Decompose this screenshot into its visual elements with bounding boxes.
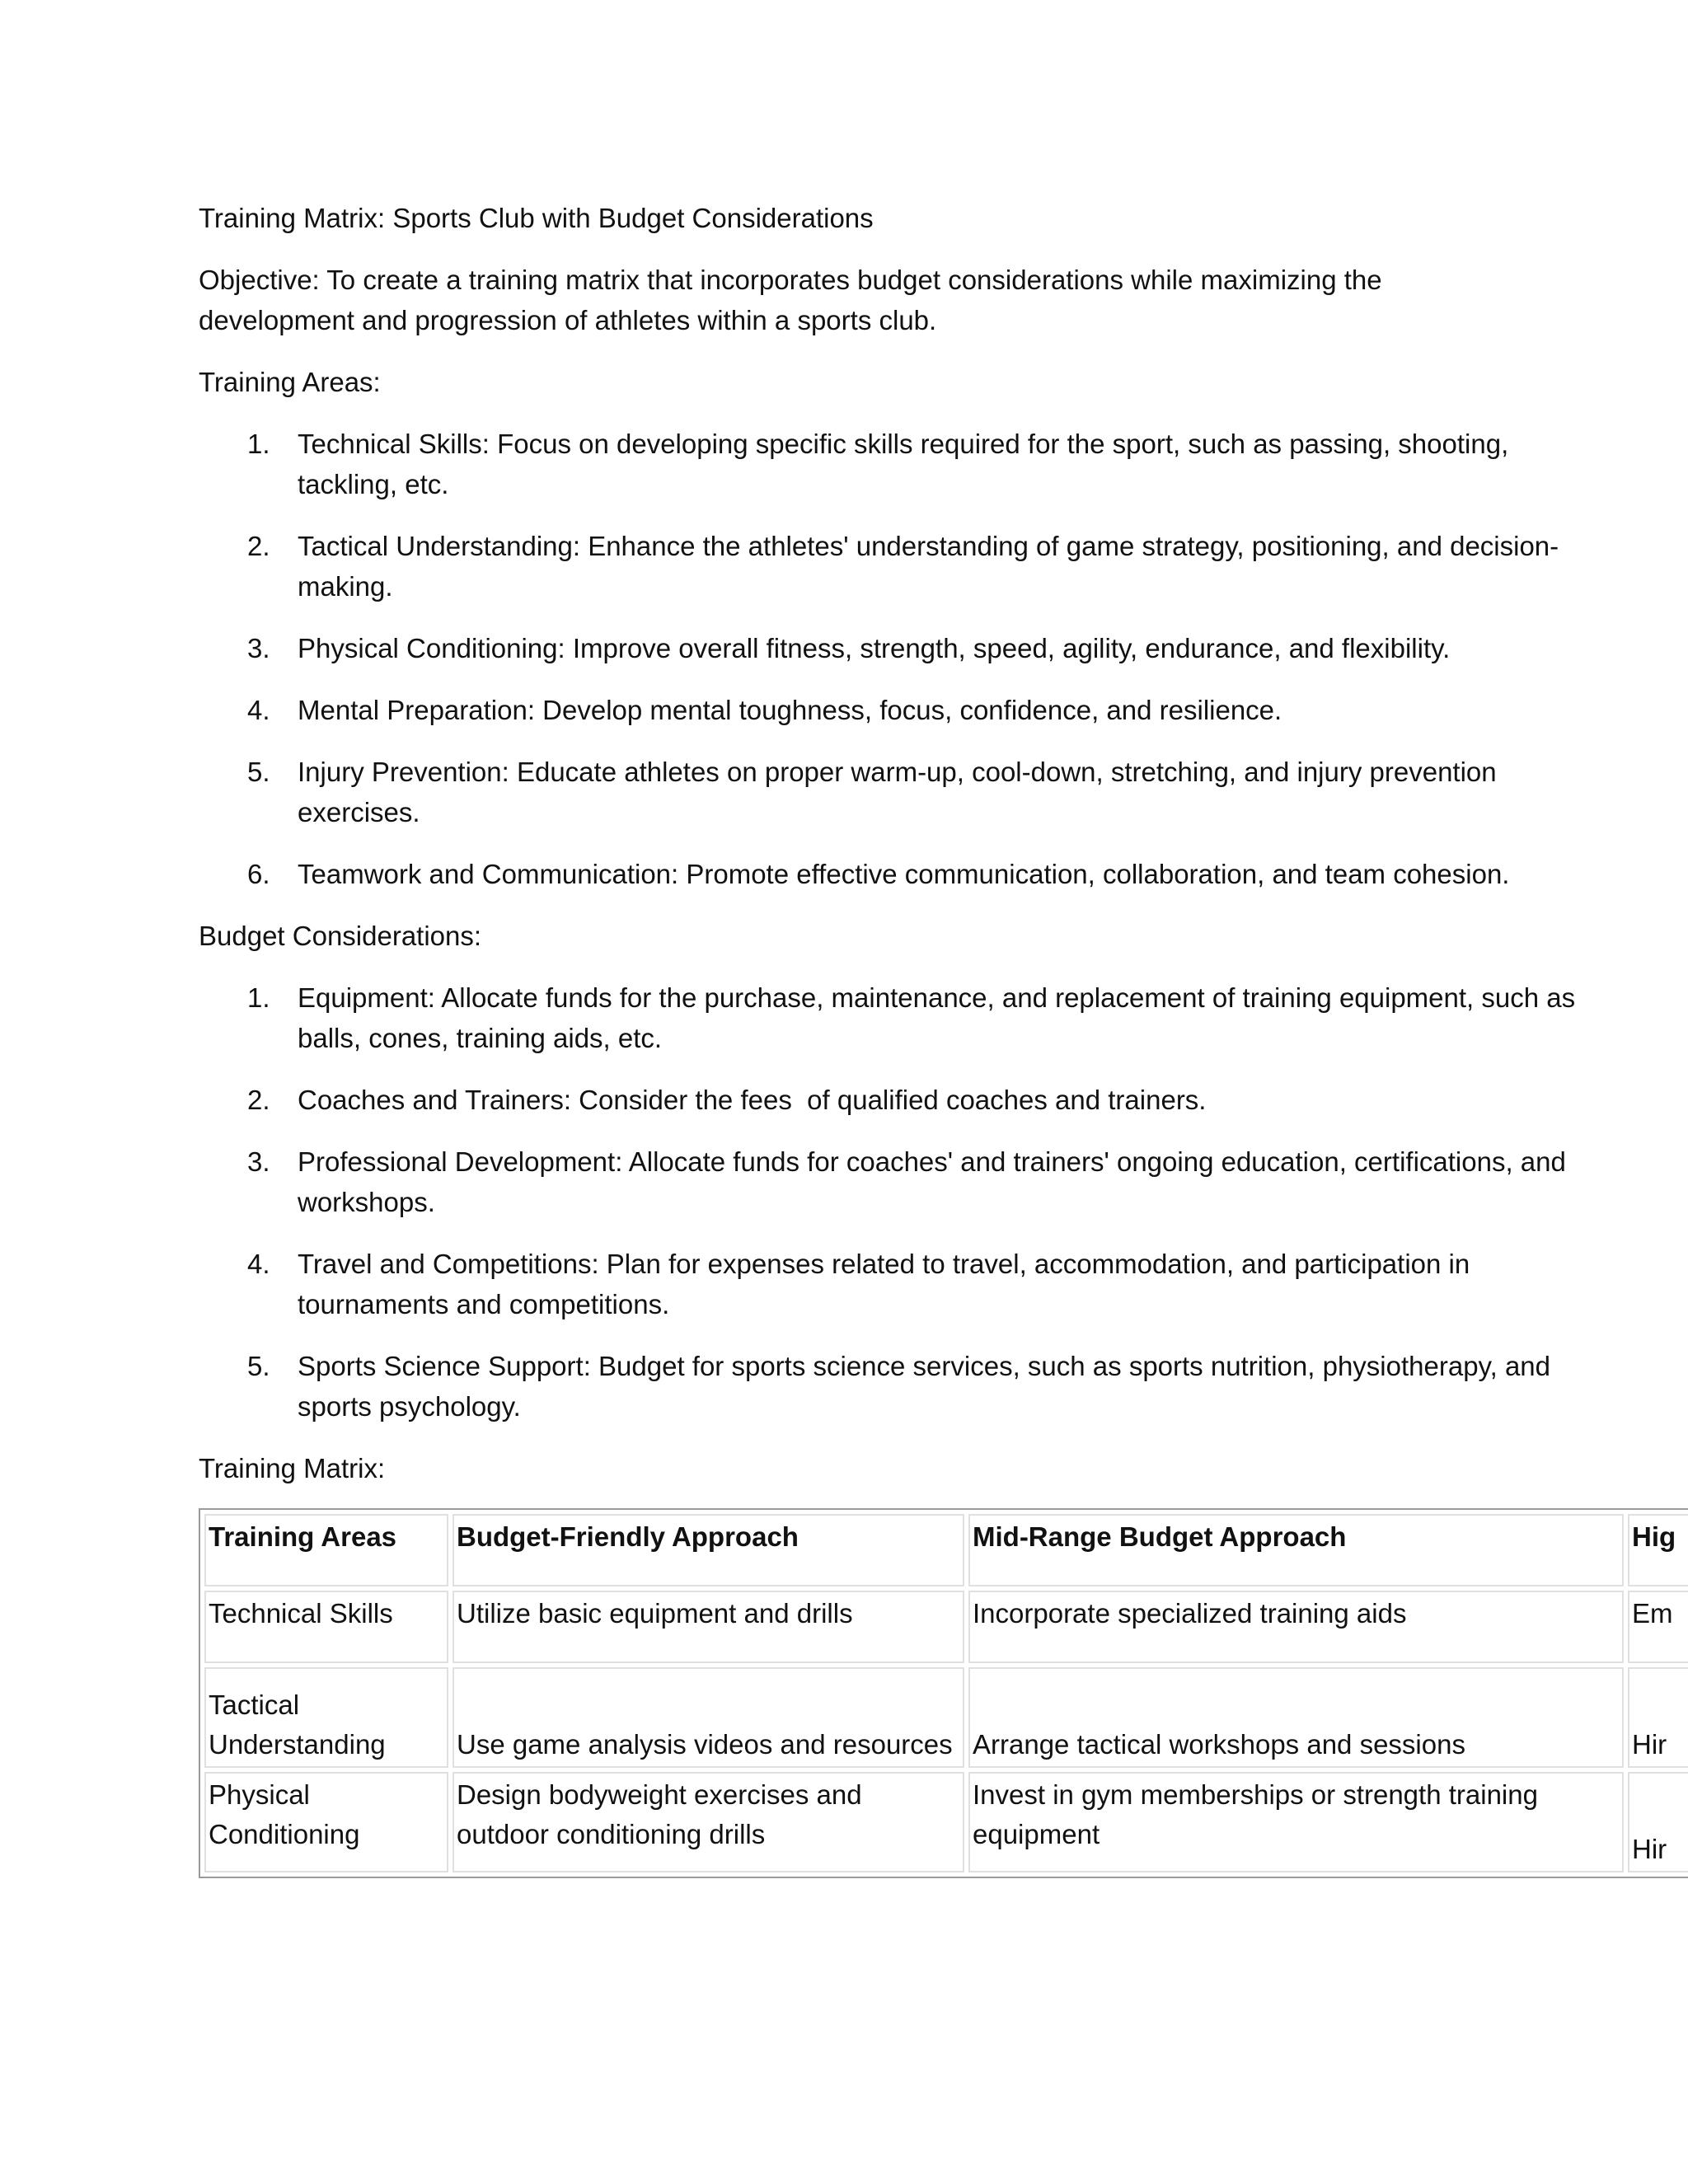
list-item [199, 854, 1600, 894]
table-row [204, 1772, 1688, 1872]
table-cell: Incorporate specialized training aids [968, 1591, 1624, 1663]
list-number: 1. [247, 429, 270, 459]
list-item [199, 1080, 1600, 1120]
table-cell: Physical Conditioning [204, 1772, 448, 1872]
list-number: 4. [247, 695, 270, 725]
list-number: 3. [247, 1146, 270, 1177]
table-row [204, 1667, 1688, 1768]
table-cell: Hir [1628, 1772, 1688, 1872]
table-cell: Utilize basic equipment and drills [452, 1591, 964, 1663]
table-cell: Invest in gym memberships or strength training equipment [968, 1772, 1624, 1872]
list-item [199, 752, 1600, 832]
table-cell: Em [1628, 1591, 1688, 1663]
list-text: Physical Conditioning: Improve overall fitness, strength, speed, agility, endurance, and flexibility. [298, 633, 1451, 663]
list-item [199, 424, 1600, 504]
column-header: Hig [1628, 1514, 1688, 1586]
training-matrix-heading: Training Matrix: [199, 1453, 386, 1483]
training-areas-heading: Training Areas: [199, 367, 381, 397]
list-text: Injury Prevention: Educate athletes on proper warm-up, cool-down, stretching, and injury prevention exercises. [298, 757, 1497, 827]
list-item [199, 628, 1600, 668]
list-number: 5. [247, 1351, 270, 1381]
table-cell: Arrange tactical workshops and sessions [968, 1667, 1624, 1768]
table-cell: Technical Skills [204, 1591, 448, 1663]
list-text: Teamwork and Communication: Promote effective communication, collaboration, and team cohesion. [298, 859, 1510, 889]
list-number: 5. [247, 757, 270, 787]
list-text: Mental Preparation: Develop mental toughness, focus, confidence, and resilience. [298, 695, 1282, 725]
list-number: 2. [247, 531, 270, 561]
table-cell: Use game analysis videos and resources [452, 1667, 964, 1768]
list-item [199, 526, 1600, 607]
list-text: Technical Skills: Focus on developing specific skills required for the sport, such as passing, shooting, tackling, etc. [298, 429, 1509, 499]
training-matrix-table [199, 1508, 1688, 1878]
table-row [204, 1591, 1688, 1663]
budget-considerations-heading: Budget Considerations: [199, 921, 482, 951]
document-title: Training Matrix: Sports Club with Budget Considerations [199, 203, 874, 233]
column-header: Budget-Friendly Approach [452, 1514, 964, 1586]
list-number: 3. [247, 633, 270, 663]
list-item [199, 1141, 1600, 1222]
list-text: Travel and Competitions: Plan for expenses related to travel, accommodation, and participation in tournaments and competitions. [298, 1249, 1470, 1319]
table-header-row [204, 1514, 1688, 1586]
list-item [199, 1346, 1600, 1427]
list-text: Professional Development: Allocate funds for coaches' and trainers' ongoing education, certifications, and workshops. [298, 1146, 1566, 1217]
list-text: Tactical Understanding: Enhance the athletes' understanding of game strategy, positioning, and decision-making. [298, 531, 1559, 602]
document-page [199, 198, 1688, 1878]
list-text: Sports Science Support: Budget for sports science services, such as sports nutrition, physiotherapy, and sports psychology. [298, 1351, 1550, 1422]
list-number: 6. [247, 859, 270, 889]
column-header: Mid-Range Budget Approach [968, 1514, 1624, 1586]
list-number: 1. [247, 982, 270, 1013]
table-cell: Tactical Understanding [204, 1667, 448, 1768]
objective-paragraph: Objective: To create a training matrix that incorporates budget considerations while maximizing the development and progression of athletes within a sports club. [199, 265, 1382, 335]
list-item [199, 1244, 1600, 1324]
table-cell: Hir [1628, 1667, 1688, 1768]
list-item [199, 977, 1600, 1058]
list-number: 2. [247, 1085, 270, 1115]
column-header: Training Areas [204, 1514, 448, 1586]
training-areas-list [199, 424, 1688, 894]
table-cell: Design bodyweight exercises and outdoor conditioning drills [452, 1772, 964, 1872]
list-text: Coaches and Trainers: Consider the fees of qualified coaches and trainers. [298, 1085, 1207, 1115]
list-number: 4. [247, 1249, 270, 1279]
budget-considerations-list [199, 977, 1688, 1427]
list-text: Equipment: Allocate funds for the purchase, maintenance, and replacement of training equipment, such as balls, cones, training aids, etc. [298, 982, 1576, 1053]
list-item [199, 690, 1600, 730]
